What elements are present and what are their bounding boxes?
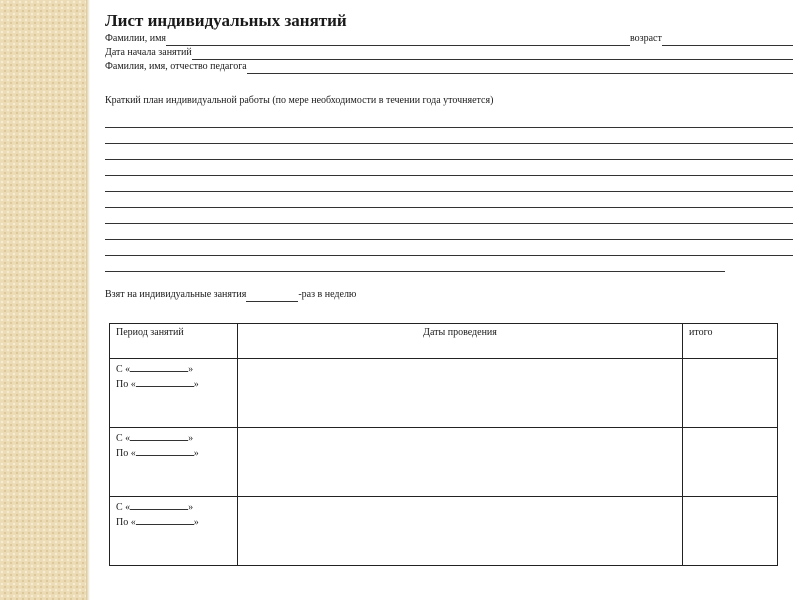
table-row bbox=[110, 428, 778, 497]
table-header-row bbox=[110, 324, 778, 359]
total-cell[interactable] bbox=[683, 428, 778, 497]
form-page bbox=[105, 10, 793, 302]
total-cell[interactable] bbox=[683, 359, 778, 428]
form-title: Лист индивидуальных занятий bbox=[105, 11, 347, 30]
plan-line[interactable] bbox=[105, 208, 793, 224]
plan-writing-lines[interactable] bbox=[105, 112, 793, 272]
period-cell[interactable]: С « » По « » bbox=[110, 497, 238, 566]
teacher-row bbox=[105, 60, 793, 74]
header-period: Период занятий bbox=[110, 324, 238, 359]
plan-line[interactable] bbox=[105, 224, 793, 240]
to-date-blank[interactable] bbox=[136, 446, 194, 456]
dates-cell[interactable] bbox=[238, 359, 683, 428]
decorative-side-pattern bbox=[0, 0, 86, 600]
side-edge-shadow bbox=[86, 0, 90, 600]
plan-line[interactable] bbox=[105, 192, 793, 208]
table-row bbox=[110, 497, 778, 566]
from-date-blank[interactable] bbox=[130, 362, 188, 372]
frequency-suffix: -раз в неделю bbox=[298, 289, 357, 300]
plan-line[interactable] bbox=[105, 144, 793, 160]
frequency-row bbox=[105, 288, 793, 302]
age-field[interactable] bbox=[662, 35, 793, 46]
plan-line[interactable] bbox=[105, 112, 793, 128]
start-date-label: Дата начала занятий bbox=[105, 47, 192, 58]
plan-line[interactable] bbox=[105, 160, 793, 176]
frequency-prefix: Взят на индивидуальные занятия bbox=[105, 289, 247, 300]
plan-line[interactable] bbox=[105, 128, 793, 144]
header-dates: Даты проведения bbox=[238, 324, 683, 359]
age-label: возраст bbox=[630, 33, 662, 44]
start-date-field[interactable] bbox=[192, 49, 793, 60]
frequency-field[interactable] bbox=[246, 291, 298, 302]
dates-cell[interactable] bbox=[238, 428, 683, 497]
teacher-field[interactable] bbox=[247, 63, 793, 74]
teacher-label: Фамилия, имя, отчество педагога bbox=[105, 61, 247, 72]
from-date-blank[interactable] bbox=[130, 431, 188, 441]
header-total: итого bbox=[683, 324, 778, 359]
to-date-blank[interactable] bbox=[136, 377, 194, 387]
start-date-row bbox=[105, 46, 793, 60]
schedule-table bbox=[109, 323, 778, 566]
from-date-blank[interactable] bbox=[130, 500, 188, 510]
period-cell[interactable]: С « » По « » bbox=[110, 428, 238, 497]
period-cell[interactable]: С « » По « » bbox=[110, 359, 238, 428]
plan-line[interactable] bbox=[105, 256, 725, 272]
name-age-row bbox=[105, 32, 793, 46]
plan-line[interactable] bbox=[105, 176, 793, 192]
total-cell[interactable] bbox=[683, 497, 778, 566]
plan-line[interactable] bbox=[105, 240, 793, 256]
name-label: Фамилии, имя bbox=[105, 33, 166, 44]
plan-title: Краткий план индивидуальной работы (по мере необходимости в течении года уточняется) bbox=[105, 95, 494, 106]
name-field[interactable] bbox=[166, 35, 630, 46]
table-row bbox=[110, 359, 778, 428]
to-date-blank[interactable] bbox=[136, 515, 194, 525]
dates-cell[interactable] bbox=[238, 497, 683, 566]
